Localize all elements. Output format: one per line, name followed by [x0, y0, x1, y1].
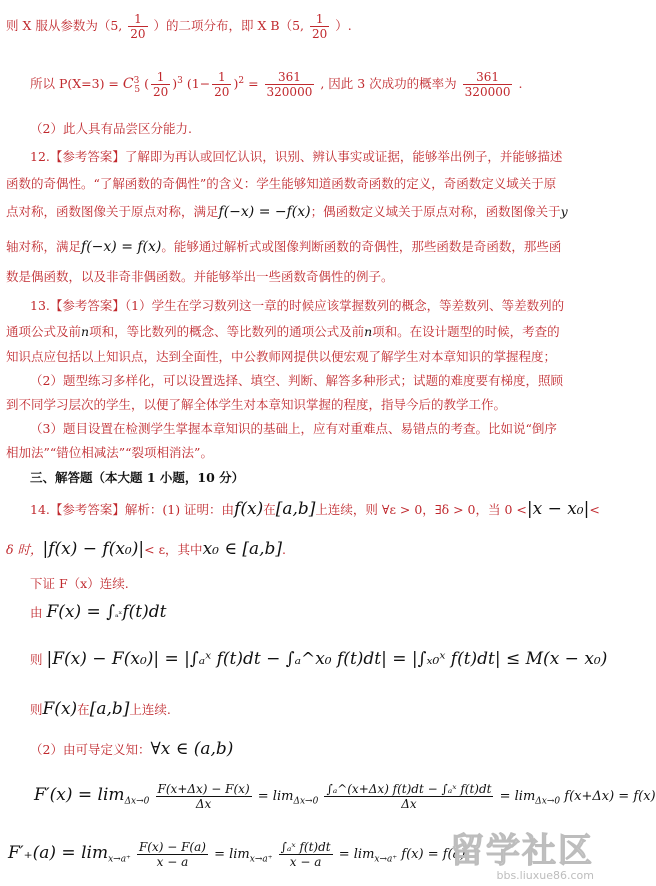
watermark-logo: 留学社区: [450, 831, 594, 871]
formula: f(−x) = f(x): [81, 239, 162, 255]
text: , 因此 3 次成功的概率为: [320, 76, 457, 91]
q13-line-6: （3）题目设置在检测学生掌握本章知识的基础上，应有对重难点、易错点的考查。比如说“倒序: [30, 421, 557, 436]
text: ）.: [335, 18, 352, 33]
line-binomial: [6, 12, 352, 41]
right-derivative-formula: $F'_+(a) = \lim_{x\to a^+}$ $\frac{F(x) - F(a)}{x - a}$ = $\lim_{x\to a^+}$ $\frac{\text{∫ₐˣ f(t)dt}}{x - a}$ = $\lim_{x\to a^+} f(x) = f(a)$: [8, 840, 466, 869]
watermark-url: bbs.liuxue86.com: [496, 869, 594, 882]
q14-line-3: 下证 F（x）连续.: [30, 576, 129, 591]
q13-line-5: 到不同学习层次的学生，以便了解全体学生对本章知识掌握的程度，指导今后的教学工作。: [6, 397, 507, 412]
section-heading: 三、解答题（本大题 1 小题，10 分）: [30, 470, 245, 485]
fraction: $\frac{1}{20}$: [152, 70, 169, 99]
fraction: $\frac{1}{20}$: [130, 12, 146, 41]
q14-line-1: 14.【参考答案】解析：(1) 证明：由f(x)在[a,b]上连续，则 ∀ε > 0，∃δ > 0，当 0 <|x − x₀|<: [30, 499, 600, 519]
text: 所以 P(X=3) =: [30, 76, 119, 91]
q14-line-4: 由 F(x) = ∫ₐˣf(t)dt: [30, 602, 167, 622]
text: 则 X 服从参数为（5,: [6, 18, 123, 33]
text: B（5,: [270, 18, 305, 33]
q12-line-5: 数是偶函数，以及非奇非偶函数。并能够举出一些函数奇偶性的例子。: [6, 269, 394, 284]
q12-line-4: 轴对称，满足f(−x) = f(x)。能够通过解析式或图像判断函数的奇偶性，那些函数是奇函数，那些函: [6, 239, 562, 255]
q12-line-1: 12.【参考答案】了解即为再认或回忆认识，识别、辨认事实或证据，能够举出例子，并能够描述: [30, 149, 563, 164]
formula: |F(x) − F(x₀)| = |∫ₐˣ f(t)dt − ∫ₐ^x₀ f(t)dt| = |∫ₓ₀ˣ f(t)dt| ≤ M(x − x₀): [46, 649, 608, 669]
q13-line-3: 知识点应包括以上知识点，达到全面性，中公教师网提供以便宏观了解学生对本章知识的掌握程度；: [6, 349, 557, 364]
line-conclusion: （2）此人具有品尝区分能力.: [30, 121, 192, 136]
q14-line-6: 则F(x)在[a,b]上连续.: [30, 699, 171, 719]
fraction: $\frac{1}{20}$: [312, 12, 328, 41]
q14-line-2: δ 时，|f(x) − f(x₀)|< ε，其中x₀ ∈ [a,b].: [6, 539, 287, 559]
line-probability: 所以 $P(X=3) = C^3_5$ ( $\frac{1}{20}$ )$^3$ (1− $\frac{1}{20}$ )$^2$ = $\frac{361}{320000}$ , 因此 3 次成功的概率为 $\frac{361}{320000}$ .: [30, 70, 523, 99]
q12-line-3: 点对称，函数图像关于原点对称，满足f(−x) = −f(x)；偶函数定义域关于原点对称，函数图像关于y: [6, 204, 568, 220]
text: ）的二项分布，即 X: [153, 18, 267, 33]
q13-line-1: 13.【参考答案】（1）学生在学习数列这一章的时候应该掌握数列的概念，等差数列、等差数列的: [30, 298, 565, 313]
derivative-formula: $F'(x) = \lim_{\Delta x\to 0}$ $\frac{F(x+\Delta x) - F(x)}{\Delta x}$ = $\lim_{\Delta x\to 0}$ $\frac{\text{∫ₐ\textasciicircum{}(x+Δx) f(t)dt − ∫ₐˣ f(t)dt}}{\Delta x}$ = $\lim_{\Delta x\to 0} f(x+\Delta x) = f(x)$: [34, 782, 656, 811]
watermark: [450, 833, 594, 882]
combination-symbol: C: [122, 76, 134, 92]
q13-line-2: 通项公式及前n项和，等比数列的概念、等比数列的通项公式及前n项和。在设计题型的时候，考查的: [6, 324, 560, 339]
formula: f(−x) = −f(x): [218, 204, 311, 220]
q14-line-5: 则 |F(x) − F(x₀)| = |∫ₐˣ f(t)dt − ∫ₐ^x₀ f(t)dt| = |∫ₓ₀ˣ f(t)dt| ≤ M(x − x₀): [30, 649, 608, 669]
q13-line-7: 相加法”“错位相减法”“裂项相消法”。: [6, 445, 213, 460]
q14-line-7: （2）由可导定义知：∀x ∈ (a,b): [30, 739, 234, 759]
q13-line-4: （2）题型练习多样化，可以设置选择、填空、判断、解答多种形式；试题的难度要有梯度，照顾: [30, 373, 563, 388]
q12-line-2: 函数的奇偶性。“了解函数的奇偶性”的含义：学生能够知道函数奇函数的定义，奇函数定义域关于原: [6, 176, 557, 191]
fraction: $\frac{361}{320000}$: [266, 70, 313, 99]
fraction: $\frac{1}{20}$: [214, 70, 230, 99]
fraction: $\frac{361}{320000}$: [464, 70, 511, 99]
